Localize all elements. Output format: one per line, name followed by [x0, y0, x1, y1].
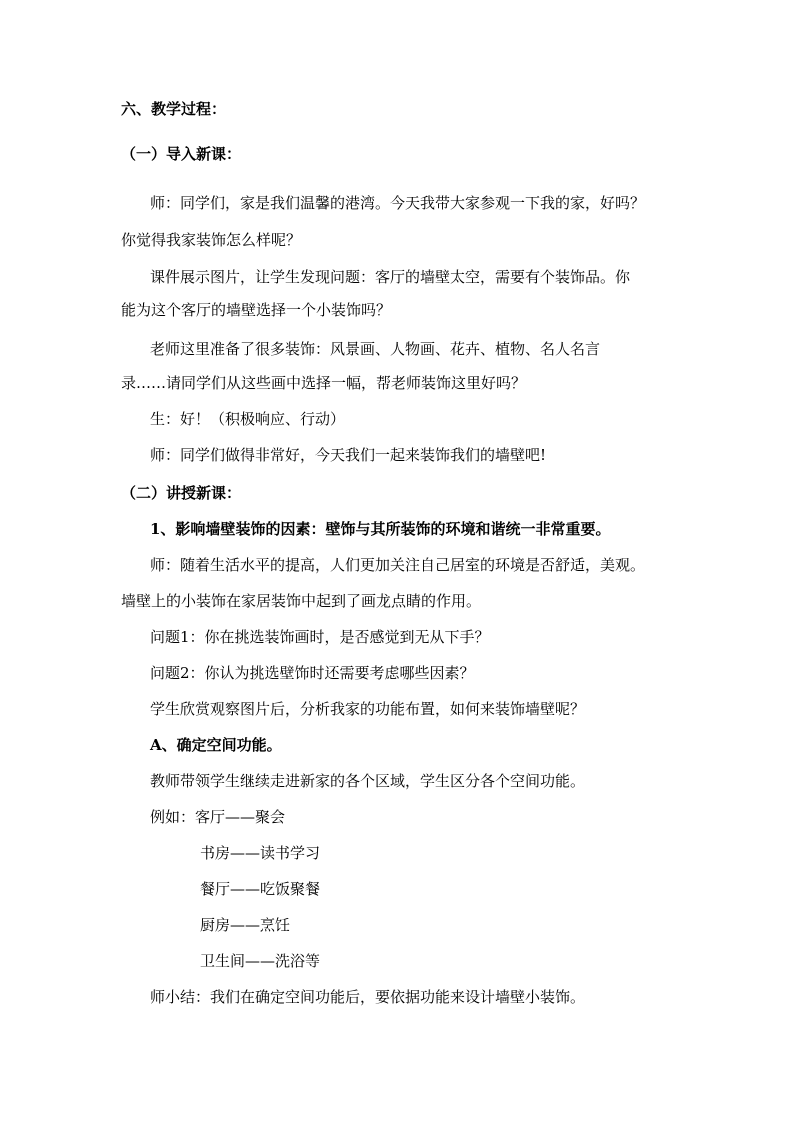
part2-heading: （二）讲授新课： — [121, 484, 242, 502]
section-heading: 六、教学过程： — [121, 100, 227, 118]
example-intro: 例如：客厅——聚会 — [150, 808, 286, 826]
paragraph-line: 学生欣赏观察图片后，分析我家的功能布置，如何来装饰墙壁呢？ — [150, 700, 586, 718]
paragraph-line: 教师带领学生继续走进新家的各个区域，学生区分各个空间功能。 — [150, 772, 586, 790]
paragraph-line: 能为这个客厅的墙壁选择一个小装饰吗？ — [121, 301, 392, 319]
paragraph-line: 师：同学们，家是我们温馨的港湾。今天我带大家参观一下我的家，好吗？ — [150, 194, 646, 212]
part1-heading: （一）导入新课： — [121, 145, 242, 163]
example-item: 餐厅——吃饭聚餐 — [200, 880, 321, 898]
point1-heading: 1、影响墙壁装饰的因素：壁饰与其所装饰的环境和谐统一非常重要。 — [150, 520, 611, 538]
paragraph-line: 师：同学们做得非常好，今天我们一起来装饰我们的墙壁吧! — [150, 446, 547, 464]
paragraph-line: 录……请同学们从这些画中选择一幅，帮老师装饰这里好吗？ — [121, 374, 527, 392]
example-item: 书房——读书学习 — [200, 844, 321, 862]
paragraph-line: 墙壁上的小装饰在家居装饰中起到了画龙点睛的作用。 — [121, 592, 482, 610]
summary-line: 师小结：我们在确定空间功能后，要依据功能来设计墙壁小装饰。 — [150, 988, 586, 1006]
question-2: 问题2：你认为挑选壁饰时还需要考虑哪些因素？ — [150, 664, 475, 682]
paragraph-line: 你觉得我家装饰怎么样呢？ — [121, 231, 302, 249]
example-item: 卫生间——洗浴等 — [200, 952, 321, 970]
paragraph-line: 老师这里准备了很多装饰：风景画、人物画、花卉、植物、名人名言 — [150, 340, 601, 358]
paragraph-line: 课件展示图片，让学生发现问题：客厅的墙壁太空，需要有个装饰品。你 — [150, 268, 631, 286]
paragraph-line: 生：好！（积极响应、行动） — [150, 410, 346, 428]
example-item: 厨房——烹饪 — [200, 916, 291, 934]
subpoint-a-heading: A、确定空间功能。 — [150, 736, 282, 754]
paragraph-line: 师：随着生活水平的提高，人们更加关注自己居室的环境是否舒适，美观。 — [150, 556, 646, 574]
question-1: 问题1：你在挑选装饰画时，是否感觉到无从下手？ — [150, 628, 490, 646]
